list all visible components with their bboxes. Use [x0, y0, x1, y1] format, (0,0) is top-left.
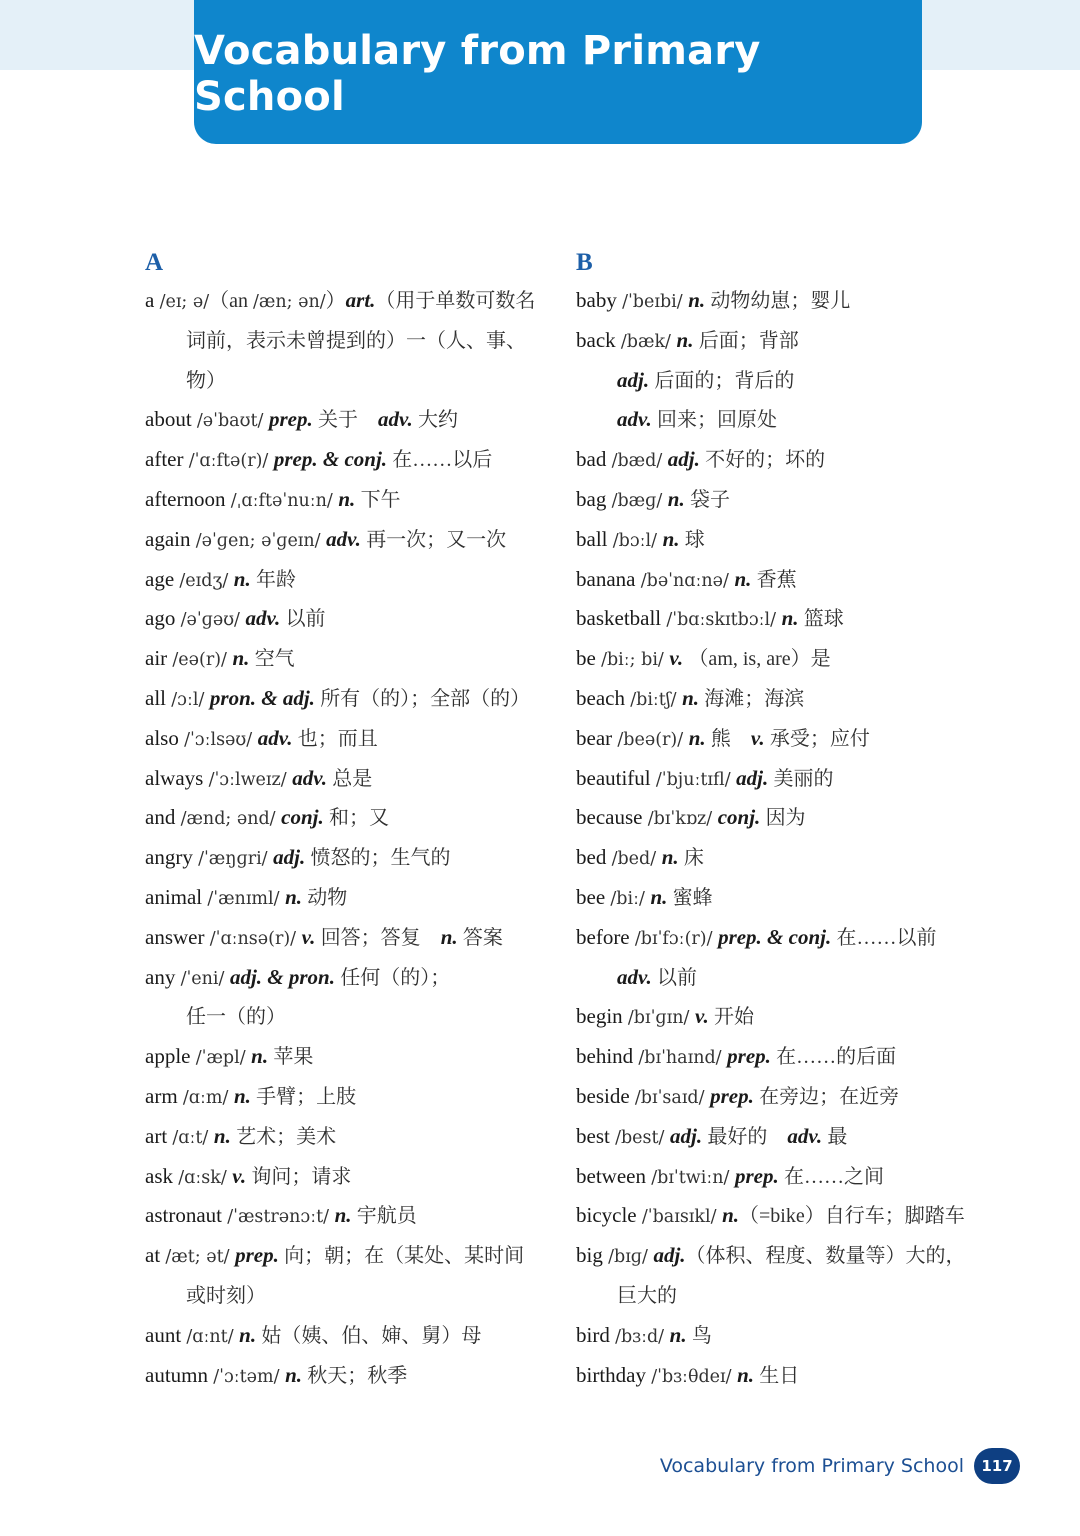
- entry-phonetic: /ˈbɜːθdeɪ/: [651, 1366, 738, 1387]
- vocab-entry: [145, 878, 555, 918]
- entry-part-of-speech: n.: [232, 646, 255, 671]
- entry-part-of-speech: prep.: [268, 407, 318, 432]
- entry-meaning: 袋子: [689, 488, 730, 511]
- entry-part-of-speech: n.: [676, 327, 699, 352]
- vocab-entry: [576, 997, 996, 1037]
- entry-word: bear: [576, 725, 618, 750]
- entry-word: beach: [576, 685, 631, 710]
- entry-part-of-speech: n.: [213, 1123, 237, 1148]
- entry-word: be: [576, 646, 602, 671]
- entry-phonetic: /æn; ən/: [253, 292, 326, 312]
- entry-phonetic: /best/: [615, 1127, 671, 1148]
- entry-meaning: 大约: [418, 409, 458, 432]
- entry-word: bad: [576, 447, 612, 472]
- entry-phonetic: /bɪˈfɔː(r)/: [634, 928, 719, 949]
- entry-continuation: [576, 1276, 996, 1316]
- entry-phonetic: /eɪdʒ/: [179, 570, 234, 591]
- entry-word: arm: [145, 1083, 183, 1108]
- vocab-entry: [145, 918, 555, 958]
- entry-meaning: 苹果: [273, 1046, 314, 1069]
- entry-part-of-speech: n.: [737, 1362, 760, 1387]
- entry-word: again: [145, 526, 196, 551]
- entry-phonetic: /ɑːsk/: [178, 1167, 233, 1188]
- entry-meaning: 香蕉: [756, 568, 797, 591]
- vocab-entry: [576, 1356, 996, 1396]
- entry-word: beside: [576, 1083, 635, 1108]
- entry-phonetic: /ˌɑːftəˈnuːn/: [230, 490, 339, 511]
- entry-meaning: 或时刻）: [186, 1284, 266, 1307]
- entry-word: bed: [576, 845, 612, 870]
- entry-phonetic: /ˈæstrənɔːt/: [227, 1207, 335, 1228]
- entry-phonetic: /biː; bi/: [601, 650, 670, 671]
- vocab-entry: [145, 1316, 555, 1356]
- entry-part-of-speech: n.: [661, 845, 684, 870]
- entry-phonetic: /ˈbeɪbi/: [622, 292, 689, 312]
- entry-part-of-speech: n.: [667, 486, 690, 511]
- entry-part-of-speech: adj.: [667, 447, 706, 472]
- entry-meaning: （体积、程度、数量等）大的，: [685, 1245, 966, 1268]
- entry-phonetic: /bɪˈtwiːn/: [651, 1167, 735, 1188]
- entry-word: astronaut: [145, 1203, 228, 1228]
- entry-part-of-speech: adv.: [326, 526, 367, 551]
- entry-part-of-speech: n.: [688, 288, 711, 312]
- vocab-entry: [145, 798, 555, 838]
- entry-part-of-speech: art.: [345, 288, 376, 312]
- entry-part-of-speech: adj.: [736, 765, 774, 790]
- entry-word: afternoon: [145, 486, 231, 511]
- entry-phonetic: /eə(r)/: [172, 650, 233, 671]
- entry-part-of-speech: adj.: [617, 367, 655, 392]
- entry-part-of-speech: n.: [233, 1083, 257, 1108]
- entry-part-of-speech: adv.: [257, 725, 298, 750]
- entry-meaning: 回答；答复: [320, 926, 441, 949]
- entry-meaning: 在旁边；在近旁: [759, 1085, 900, 1108]
- entry-word: aunt: [145, 1322, 187, 1347]
- vocab-entry: [145, 520, 555, 560]
- entry-phonetic: /ˈbjuːtɪfl/: [655, 769, 737, 790]
- entry-part-of-speech: n.: [440, 924, 463, 949]
- entry-word: behind: [576, 1044, 639, 1069]
- entry-part-of-speech: v.: [301, 924, 321, 949]
- entry-word: a: [145, 288, 160, 312]
- entry-word: all: [145, 685, 172, 710]
- entry-meaning: （am, is, are）是: [688, 648, 831, 671]
- entry-word: before: [576, 924, 635, 949]
- entry-phonetic: /ˈæŋɡri/: [198, 849, 274, 870]
- entry-word: baby: [576, 288, 623, 312]
- entry-phonetic: /ˈbaɪsɪkl/: [641, 1207, 723, 1228]
- column-a: [145, 244, 555, 1395]
- vocab-entry: [576, 679, 996, 719]
- entry-meaning: 词前，表示未曾提到的）一（人、事、: [186, 329, 526, 352]
- entry-phonetic: /biːtʃ/: [630, 689, 683, 710]
- entry-part-of-speech: v.: [669, 646, 689, 671]
- page-footer: [600, 1446, 1020, 1486]
- entry-meaning: 艺术；美术: [236, 1125, 337, 1148]
- vocab-entry: [576, 719, 996, 759]
- entry-word: and: [145, 805, 181, 830]
- entry-part-of-speech: pron. & adj.: [209, 685, 321, 710]
- entry-part-of-speech: v.: [750, 725, 770, 750]
- vocab-entry: [145, 480, 555, 520]
- entry-phonetic: /eɪ; ə/: [159, 292, 210, 312]
- entry-part-of-speech: v.: [694, 1004, 714, 1029]
- entry-meaning: 最: [827, 1125, 848, 1148]
- entry-phonetic: /ˈɔːtəm/: [213, 1366, 286, 1387]
- title-banner: [194, 0, 922, 144]
- entry-part-of-speech: adv.: [787, 1123, 828, 1148]
- entry-phonetic: /bæɡ/: [611, 490, 668, 511]
- entry-part-of-speech: adj.: [273, 845, 311, 870]
- entry-word: between: [576, 1163, 652, 1188]
- entry-part-of-speech: conj.: [717, 805, 766, 830]
- vocab-entry: [576, 560, 996, 600]
- vocab-entry: [145, 679, 555, 719]
- entry-part-of-speech: adj.: [653, 1243, 686, 1268]
- entry-phonetic: /ɑːt/: [172, 1127, 214, 1148]
- entry-phonetic: /ˈɔːlsəʊ/: [184, 729, 258, 750]
- entry-meaning: 以前: [657, 966, 698, 989]
- entry-meaning: 篮球: [803, 608, 844, 631]
- column-b: [576, 244, 996, 1395]
- entry-part-of-speech: n.: [251, 1044, 274, 1069]
- entry-phonetic: /bɔːl/: [612, 530, 663, 551]
- entry-meaning: 总是: [332, 767, 373, 790]
- vocab-entry: [145, 719, 555, 759]
- vocab-entry: [576, 639, 996, 679]
- vocab-entry: [576, 798, 996, 838]
- entry-phonetic: /ˈænɪml/: [207, 888, 286, 909]
- entry-meaning: 任何（的）；: [340, 966, 451, 989]
- vocab-entry: [145, 1196, 555, 1236]
- vocab-entry: [576, 918, 996, 958]
- entry-continuation: [576, 400, 996, 440]
- entry-part-of-speech: adv.: [377, 407, 418, 432]
- entry-phonetic: /bɪˈhaɪnd/: [638, 1048, 728, 1069]
- vocab-entry: [576, 440, 996, 480]
- vocab-entry: [576, 759, 996, 799]
- entry-word: bird: [576, 1322, 616, 1347]
- entry-phonetic: /bɜːd/: [615, 1326, 670, 1347]
- entry-meaning: （=bike）自行车；脚踏车: [739, 1205, 965, 1228]
- entry-meaning: 回来；回原处: [657, 409, 778, 432]
- entry-meaning: 年龄: [255, 568, 296, 591]
- entry-part-of-speech: n.: [688, 725, 711, 750]
- vocab-entry: [145, 639, 555, 679]
- entry-meaning: 下午: [360, 488, 401, 511]
- entry-meaning: 不好的；坏的: [705, 449, 826, 472]
- entry-phonetic: /bed/: [611, 849, 662, 870]
- vocab-entry: [576, 1157, 996, 1197]
- vocab-entry: [145, 1236, 555, 1276]
- entry-part-of-speech: n.: [662, 526, 685, 551]
- entry-meaning: 在……以前: [836, 926, 937, 949]
- entry-part-of-speech: n.: [285, 1362, 308, 1387]
- entry-meaning: 蜜蜂: [672, 886, 713, 909]
- entry-word: birthday: [576, 1362, 652, 1387]
- entry-part-of-speech: prep. & conj.: [273, 447, 393, 472]
- entry-meaning: 再一次；又一次: [366, 528, 507, 551]
- entry-continuation: [145, 1276, 555, 1316]
- entry-meaning: 物）: [186, 369, 226, 392]
- vocab-entry: [576, 1037, 996, 1077]
- vocab-entry: [576, 838, 996, 878]
- page-number-badge: 117: [974, 1448, 1020, 1484]
- vocab-entry: [145, 1117, 555, 1157]
- entry-word: beautiful: [576, 765, 656, 790]
- entry-meaning: ）: [325, 290, 346, 312]
- entry-meaning: 手臂；上肢: [256, 1085, 357, 1108]
- entry-word: always: [145, 765, 209, 790]
- entry-meaning: 姑（姨、伯、婶、舅）母: [261, 1324, 482, 1347]
- entry-part-of-speech: prep.: [727, 1044, 777, 1069]
- entry-meaning: 秋天；秋季: [307, 1364, 408, 1387]
- entry-meaning: 询问；请求: [251, 1165, 352, 1188]
- entry-meaning: 关于: [317, 409, 378, 432]
- entry-phonetic: /bɪˈsaɪd/: [634, 1087, 711, 1108]
- vocab-entry: [576, 1077, 996, 1117]
- entry-part-of-speech: n.: [669, 1322, 692, 1347]
- vocab-entry: [145, 1356, 555, 1396]
- entry-meaning: 鸟: [691, 1324, 712, 1347]
- entry-meaning: 在……的后面: [776, 1046, 897, 1069]
- entry-part-of-speech: adv.: [245, 606, 286, 631]
- vocab-entry: [576, 599, 996, 639]
- entry-word: after: [145, 447, 189, 472]
- entry-meaning: 宇航员: [356, 1205, 417, 1228]
- vocab-entry: [145, 1077, 555, 1117]
- entry-phonetic: /beə(r)/: [617, 729, 689, 750]
- entry-word: ball: [576, 526, 613, 551]
- entry-part-of-speech: prep.: [710, 1083, 760, 1108]
- entry-meaning: 和；又: [329, 807, 389, 830]
- vocab-entry: [145, 1157, 555, 1197]
- entry-phonetic: /bɪˈkɒz/: [647, 809, 718, 830]
- entry-word: begin: [576, 1004, 628, 1029]
- vocab-entry: [576, 1117, 996, 1157]
- entry-word: because: [576, 805, 648, 830]
- entry-phonetic: /ˈæpl/: [195, 1048, 252, 1069]
- entry-part-of-speech: n.: [239, 1322, 262, 1347]
- entry-phonetic: /bɪɡ/: [608, 1247, 654, 1268]
- entry-phonetic: /ɑːm/: [182, 1087, 234, 1108]
- entry-word: apple: [145, 1044, 196, 1069]
- section-letter: B: [576, 249, 593, 276]
- entry-meaning: 动物幼崽；婴儿: [710, 290, 851, 312]
- entry-word: banana: [576, 566, 641, 591]
- entry-meaning: 生日: [759, 1364, 800, 1387]
- entry-phonetic: /ˈbɑːskɪtbɔːl/: [666, 610, 782, 631]
- vocab-entry: [145, 759, 555, 799]
- entry-part-of-speech: adj.: [670, 1123, 708, 1148]
- entry-phonetic: /əˈɡəʊ/: [180, 610, 246, 631]
- entry-part-of-speech: n.: [233, 566, 256, 591]
- entry-part-of-speech: prep. & conj.: [718, 924, 837, 949]
- entry-meaning: 在……之间: [783, 1165, 884, 1188]
- vocab-entry: [145, 1037, 555, 1077]
- entry-word: basketball: [576, 606, 667, 631]
- entry-meaning: 愤怒的；生气的: [310, 847, 451, 870]
- vocab-entry: [576, 1236, 996, 1276]
- entry-meaning: （an: [209, 290, 254, 312]
- entry-word: ask: [145, 1163, 179, 1188]
- entry-phonetic: /ˈɑːnsə(r)/: [209, 928, 302, 949]
- entry-meaning: 以前: [285, 608, 326, 631]
- entry-meaning: 最好的: [707, 1125, 788, 1148]
- entry-phonetic: /əˈbaʊt/: [196, 411, 269, 432]
- entry-phonetic: /æt; ət/: [165, 1247, 236, 1268]
- entry-word: any: [145, 964, 181, 989]
- vocab-entry: [145, 440, 555, 480]
- entry-continuation: [576, 958, 996, 998]
- vocab-entry: [145, 400, 555, 440]
- entry-meaning: 球: [684, 528, 705, 551]
- entry-phonetic: /bɪˈɡɪn/: [627, 1008, 695, 1029]
- entry-part-of-speech: n.: [334, 1203, 357, 1228]
- entry-meaning: 开始: [714, 1006, 754, 1029]
- entry-word: bicycle: [576, 1203, 642, 1228]
- entry-word: back: [576, 327, 621, 352]
- entry-phonetic: /ɑːnt/: [186, 1326, 240, 1347]
- vocab-entry: [576, 281, 996, 321]
- entry-meaning: 后面；背部: [698, 329, 799, 352]
- entry-phonetic: /ˈɑːftə(r)/: [188, 451, 274, 472]
- entry-word: art: [145, 1123, 173, 1148]
- entry-part-of-speech: n.: [338, 486, 361, 511]
- entry-phonetic: /bæk/: [620, 331, 677, 352]
- entry-word: best: [576, 1123, 616, 1148]
- entry-meaning: 美丽的: [773, 767, 834, 790]
- entry-continuation: [145, 997, 555, 1037]
- entry-word: at: [145, 1243, 166, 1268]
- entry-meaning: 也；而且: [297, 727, 378, 750]
- vocab-entry: [576, 1316, 996, 1356]
- entry-meaning: 动物: [307, 886, 348, 909]
- entry-word: air: [145, 646, 173, 671]
- vocab-entry: [145, 599, 555, 639]
- entry-word: about: [145, 407, 197, 432]
- entry-word: bee: [576, 884, 611, 909]
- entry-word: also: [145, 725, 185, 750]
- vocab-entry: [145, 560, 555, 600]
- entry-continuation: [576, 361, 996, 401]
- vocab-entry: [145, 838, 555, 878]
- entry-meaning: 后面的；背后的: [654, 369, 795, 392]
- entry-part-of-speech: v.: [232, 1163, 252, 1188]
- entry-word: animal: [145, 884, 208, 909]
- entry-meaning: 巨大的: [617, 1284, 677, 1307]
- entry-meaning: 承受；应付: [769, 727, 870, 750]
- entry-part-of-speech: adv.: [617, 964, 658, 989]
- entry-word: age: [145, 566, 180, 591]
- entry-word: autumn: [145, 1362, 214, 1387]
- entry-meaning: 在……以后: [392, 449, 493, 472]
- entry-word: big: [576, 1243, 609, 1268]
- entry-phonetic: /ˈɔːlweɪz/: [208, 769, 293, 790]
- entry-word: bag: [576, 486, 612, 511]
- entry-phonetic: /ɔːl/: [171, 689, 210, 710]
- entry-meaning: 因为: [765, 807, 806, 830]
- entry-word: ago: [145, 606, 181, 631]
- entry-meaning: 向；朝；在（某处、某时间: [284, 1245, 525, 1268]
- entry-meaning: 答案: [462, 926, 503, 949]
- vocab-entry: [576, 878, 996, 918]
- page-title: Vocabulary from Primary School: [194, 28, 761, 120]
- entry-phonetic: /əˈɡen; əˈɡeɪn/: [195, 530, 327, 551]
- entry-meaning: 任一（的）: [186, 1006, 286, 1029]
- entry-phonetic: /bæd/: [611, 451, 668, 472]
- vocab-entry: [576, 321, 996, 361]
- vocab-entry: [145, 281, 555, 321]
- entry-meaning: （用于单数可数名: [375, 290, 536, 312]
- vocab-entry: [145, 958, 555, 998]
- entry-phonetic: /bəˈnɑːnə/: [640, 570, 735, 591]
- entry-part-of-speech: prep.: [734, 1163, 784, 1188]
- entry-continuation: [145, 361, 555, 401]
- entry-part-of-speech: n.: [650, 884, 673, 909]
- entry-part-of-speech: adj. & pron.: [229, 964, 341, 989]
- footer-label: Vocabulary from Primary School: [659, 1455, 964, 1477]
- entry-part-of-speech: adv.: [292, 765, 333, 790]
- entry-part-of-speech: n.: [734, 566, 757, 591]
- entry-part-of-speech: prep.: [235, 1243, 285, 1268]
- entry-meaning: 空气: [254, 648, 295, 671]
- entry-meaning: 所有（的）；全部（的）: [320, 687, 531, 710]
- section-letter: A: [145, 249, 164, 276]
- entry-phonetic: /ænd; ənd/: [180, 809, 282, 830]
- entry-part-of-speech: n.: [682, 685, 705, 710]
- vocab-entry: [576, 480, 996, 520]
- entry-phonetic: /ˈeni/: [180, 968, 230, 989]
- entry-continuation: [145, 321, 555, 361]
- entry-part-of-speech: n.: [285, 884, 308, 909]
- entry-word: answer: [145, 924, 210, 949]
- entry-part-of-speech: adv.: [617, 407, 658, 432]
- entry-part-of-speech: conj.: [281, 805, 329, 830]
- vocab-entry: [576, 1196, 996, 1236]
- entry-part-of-speech: n.: [781, 606, 804, 631]
- entry-phonetic: /biː/: [610, 888, 651, 909]
- entry-meaning: 床: [683, 847, 704, 870]
- entry-word: angry: [145, 845, 199, 870]
- entry-part-of-speech: n.: [722, 1203, 740, 1228]
- vocab-entry: [576, 520, 996, 560]
- entry-meaning: 熊: [710, 727, 751, 750]
- entry-meaning: 海滩；海滨: [704, 687, 805, 710]
